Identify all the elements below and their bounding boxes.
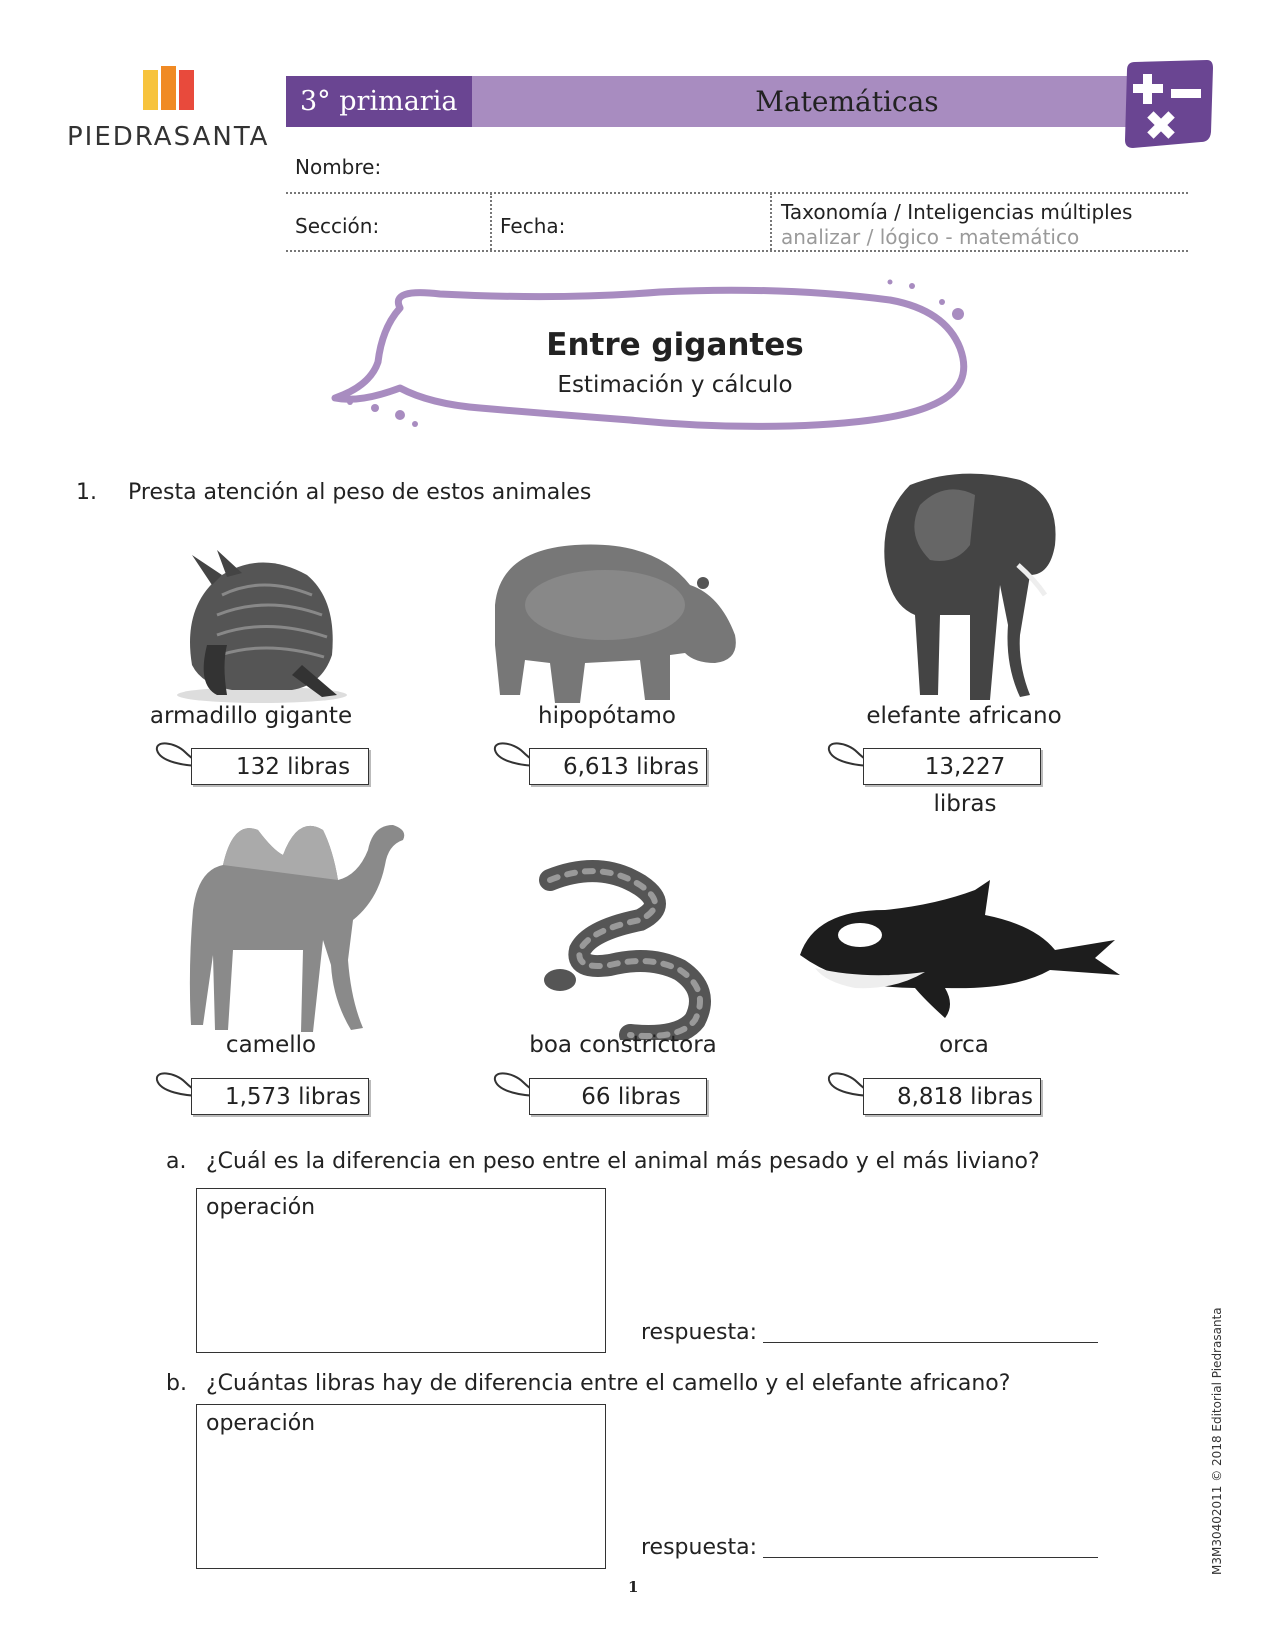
animal-weight: 6,613 libras (562, 754, 700, 780)
grade-label: 3° primaria (286, 76, 472, 127)
page-title: Entre gigantes (546, 327, 804, 363)
animal-name: hipopótamo (538, 703, 676, 729)
animal-weight: 132 libras (235, 754, 351, 780)
elephant-image (870, 465, 1070, 705)
armadillo-image (172, 545, 352, 705)
answer-label: respuesta: (641, 1320, 757, 1345)
camel-image (163, 810, 413, 1035)
animal-name: boa constrictora (529, 1032, 717, 1058)
subquestion-text: ¿Cuántas libras hay de diferencia entre el camello y el elefante africano? (206, 1371, 1011, 1396)
weight-tag-box (191, 1078, 369, 1115)
weight-tag-box (191, 748, 369, 785)
weight-tag-box (529, 748, 707, 785)
animal-name: camello (225, 1032, 317, 1058)
operation-box[interactable] (196, 1404, 606, 1569)
question-text: Presta atención al peso de estos animales (128, 480, 592, 505)
animal-name: armadillo gigante (149, 703, 353, 729)
answer-line[interactable] (763, 1342, 1098, 1343)
weight-tag-box (529, 1078, 707, 1115)
divider (770, 193, 772, 250)
taxonomy-title: Taxonomía / Inteligencias múltiples (781, 200, 1133, 224)
orca-image (795, 880, 1125, 1020)
taxonomy-values: analizar / lógico - matemático (781, 225, 1080, 249)
title-bubble-shape (330, 278, 980, 450)
subquestion-letter: b. (166, 1371, 187, 1396)
question-number: 1. (76, 480, 97, 505)
side-credit: M3M30402011 © 2018 Editorial Piedrasanta (1210, 1307, 1224, 1575)
weight-tag (493, 740, 713, 790)
name-field-label: Nombre: (295, 155, 382, 179)
boa-image (520, 860, 720, 1040)
weight-tag-box (863, 1078, 1041, 1115)
plus-minus-times-icon (1123, 58, 1213, 150)
page-number: 1 (628, 1578, 639, 1596)
weight-tag (827, 1070, 1047, 1120)
animal-weight: 66 libras (581, 1084, 681, 1110)
subject-title: Matemáticas (755, 85, 939, 118)
page-subtitle: Estimación y cálculo (557, 372, 793, 398)
divider (286, 192, 1188, 194)
animal-weight: 13,227 libras (924, 754, 1006, 817)
animal-name: elefante africano (866, 703, 1062, 729)
divider (490, 193, 492, 250)
answer-label: respuesta: (641, 1535, 757, 1560)
weight-tag (155, 740, 375, 790)
hippopotamus-image (485, 535, 745, 707)
animal-weight: 1,573 libras (224, 1084, 362, 1110)
brand-name: PIEDRASANTA (67, 122, 270, 152)
operation-label: operación (206, 1411, 316, 1436)
animal-name: orca (939, 1032, 989, 1058)
piedrasanta-logo-icon (143, 66, 195, 112)
operation-label: operación (206, 1195, 316, 1220)
section-field-label: Sección: (295, 214, 380, 238)
weight-tag (155, 1070, 375, 1120)
weight-tag (493, 1070, 713, 1120)
operation-box[interactable] (196, 1188, 606, 1353)
weight-tag-box (863, 748, 1041, 817)
divider (286, 250, 1188, 252)
subquestion-text: ¿Cuál es la diferencia en peso entre el animal más pesado y el más liviano? (206, 1149, 1040, 1174)
answer-line[interactable] (763, 1557, 1098, 1558)
subquestion-letter: a. (166, 1149, 187, 1174)
weight-tag (827, 740, 1047, 817)
animal-weight: 8,818 libras (896, 1084, 1034, 1110)
date-field-label: Fecha: (500, 214, 566, 238)
